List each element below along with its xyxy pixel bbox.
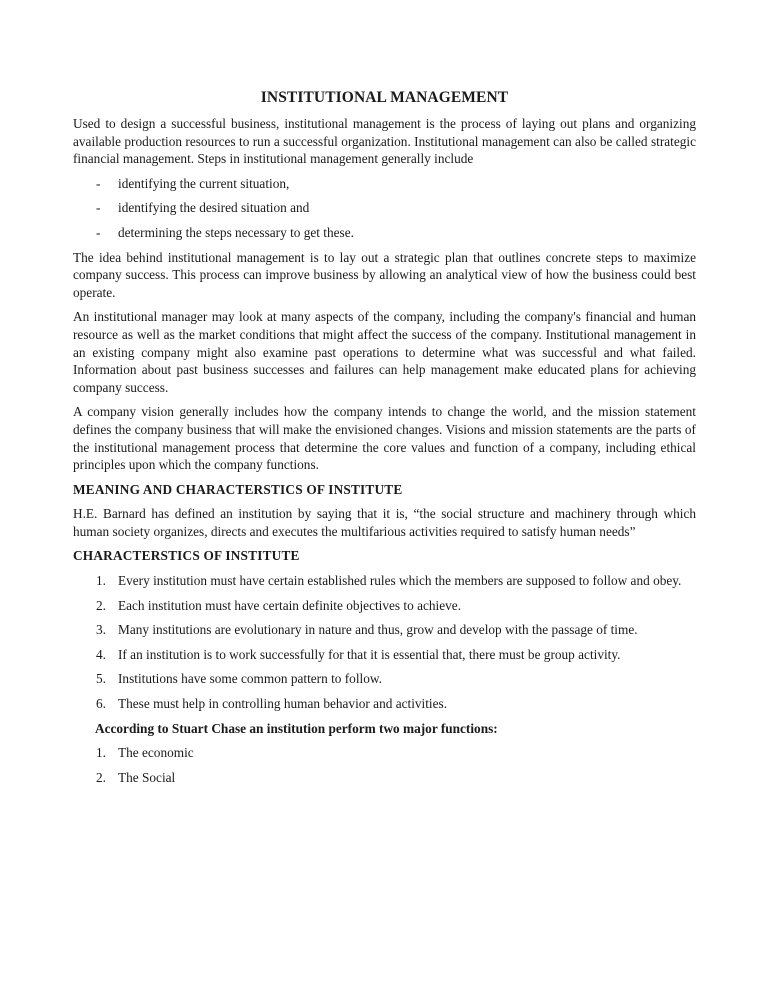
list-item	[73, 670, 696, 688]
list-number: 2.	[96, 769, 106, 785]
list-item-text: identifying the desired situation and	[118, 200, 310, 216]
body-paragraph: A company vision generally includes how the company intends to change the world, and the mission statement defines the company business that will make the envisioned changes. Visions and mission statements are the parts of the institutional management process that determine the core values and function of a company, including ethical principles upon which the company functions.	[73, 404, 696, 473]
list-item	[73, 224, 696, 242]
list-item	[73, 695, 696, 713]
list-marker: -	[96, 175, 101, 191]
list-item-text: identifying the current situation,	[118, 175, 290, 191]
list-item-text: These must help in controlling human behavior and activities.	[118, 696, 448, 712]
list-number: 6.	[96, 696, 106, 712]
meaning-paragraph: H.E. Barnard has defined an institution by saying that it is, “the social structure and machinery through which human society organizes, directs and executes the multifarious activities required to satisfy human needs”	[73, 506, 696, 539]
list-item-text: determining the steps necessary to get these.	[118, 224, 354, 240]
list-number: 4.	[96, 646, 106, 662]
list-item	[73, 199, 696, 217]
list-item	[73, 769, 696, 787]
list-item	[73, 646, 696, 664]
list-number: 1.	[96, 745, 106, 761]
list-item-text: Every institution must have certain established rules which the members are supposed to follow and obey.	[118, 573, 682, 589]
characteristics-list	[73, 572, 696, 713]
list-number: 3.	[96, 622, 106, 638]
list-item-text: The Social	[118, 769, 176, 785]
list-marker: -	[96, 200, 101, 216]
characteristics-heading: CHARACTERSTICS OF INSTITUTE	[73, 548, 300, 564]
list-marker: -	[96, 224, 101, 240]
functions-heading: According to Stuart Chase an institution perform two major functions:	[95, 720, 498, 736]
meaning-heading: MEANING AND CHARACTERSTICS OF INSTITUTE	[73, 481, 403, 497]
list-item-text: Many institutions are evolutionary in nature and thus, grow and develop with the passage of time.	[118, 622, 638, 638]
list-item	[73, 175, 696, 193]
list-item	[73, 744, 696, 762]
intro-paragraph: Used to design a successful business, institutional management is the process of laying out plans and organizing available production resources to run a successful organization. Institutional management can also be called strategic financial management. Steps in institutional management generally include	[73, 116, 696, 167]
body-paragraph: An institutional manager may look at many aspects of the company, including the company's financial and human resource as well as the market conditions that might affect the success of the company. Institutional management in an existing company might also examine past operations to determine what was successful and what failed. Information about past business successes and failures can help management make educated plans for achieving company success.	[73, 309, 696, 395]
steps-list	[73, 175, 696, 242]
list-item	[73, 621, 696, 639]
list-item	[73, 597, 696, 615]
document-title: INSTITUTIONAL MANAGEMENT	[260, 89, 509, 106]
list-item-text: If an institution is to work successfully for that it is essential that, there must be group activity.	[118, 646, 621, 662]
list-item	[73, 572, 696, 590]
list-item-text: The economic	[118, 745, 194, 761]
list-number: 1.	[96, 573, 106, 589]
body-paragraph: The idea behind institutional management is to lay out a strategic plan that outlines concrete steps to maximize company success. This process can improve business by allowing an analytical view of how the business could best operate.	[73, 249, 696, 300]
list-number: 5.	[96, 671, 106, 687]
functions-list	[73, 744, 696, 786]
list-item-text: Each institution must have certain definite objectives to achieve.	[118, 597, 462, 613]
list-item-text: Institutions have some common pattern to follow.	[118, 671, 382, 687]
list-number: 2.	[96, 597, 106, 613]
